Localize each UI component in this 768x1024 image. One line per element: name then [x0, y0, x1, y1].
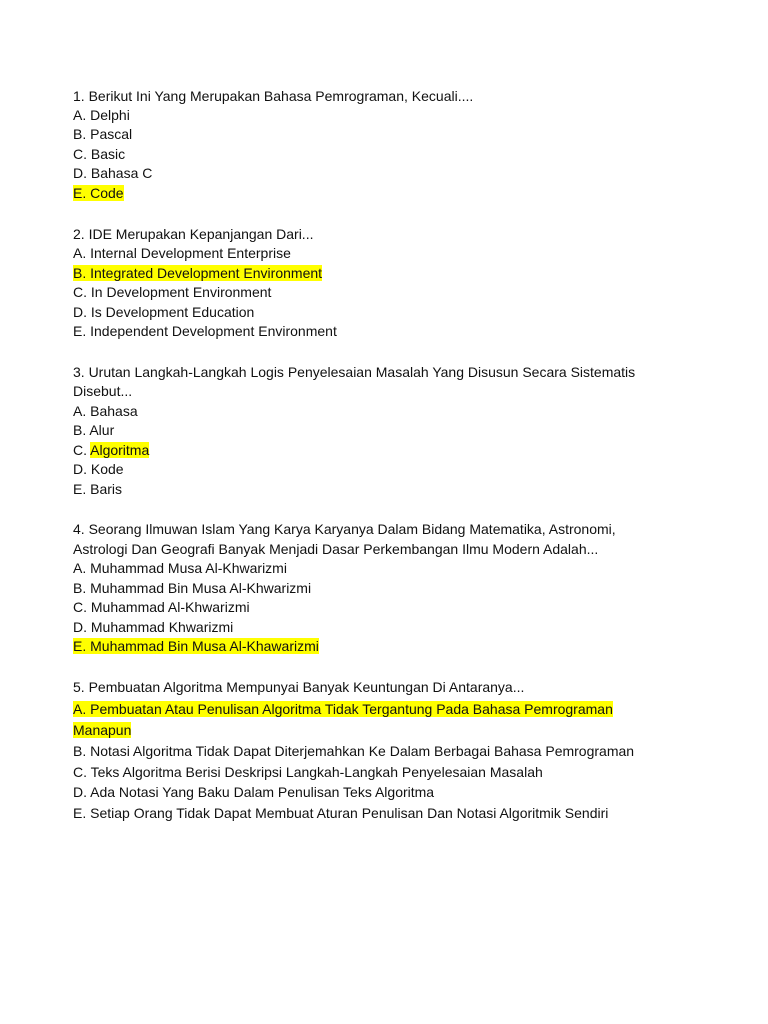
question-1-option-a: A. Delphi	[73, 107, 130, 123]
question-3-option-a: A. Bahasa	[73, 403, 138, 419]
question-4-option-a: A. Muhammad Musa Al-Khwarizmi	[73, 560, 287, 576]
question-2-option-c: C. In Development Environment	[73, 284, 272, 300]
answer-highlight: Algoritma	[90, 442, 150, 458]
question-3-option-c	[73, 441, 149, 460]
question-3-stem-line-2: Disebut...	[73, 383, 133, 399]
question-5-option-a-line-2	[73, 721, 131, 740]
option-prefix: C.	[73, 442, 91, 458]
question-3-stem-line-1: 3. Urutan Langkah-Langkah Logis Penyelesaian Masalah Yang Disusun Secara Sistematis	[73, 364, 636, 380]
question-1-option-b: B. Pascal	[73, 126, 133, 142]
question-1-option-c: C. Basic	[73, 146, 126, 162]
question-3-option-d: D. Kode	[73, 461, 124, 477]
question-4-option-e	[73, 637, 319, 656]
answer-highlight: B. Integrated Development Environment	[73, 265, 323, 281]
question-3-option-e: E. Baris	[73, 481, 123, 497]
question-1-option-d: D. Bahasa C	[73, 165, 153, 181]
question-5-option-d: D. Ada Notasi Yang Baku Dalam Penulisan Teks Algoritma	[73, 784, 435, 800]
answer-highlight: A. Pembuatan Atau Penulisan Algoritma Tidak Tergantung Pada Bahasa Pemrograman	[73, 701, 613, 717]
question-5-stem: 5. Pembuatan Algoritma Mempunyai Banyak Keuntungan Di Antaranya...	[73, 679, 525, 695]
question-5-option-b: B. Notasi Algoritma Tidak Dapat Diterjemahkan Ke Dalam Berbagai Bahasa Pemrograman	[73, 743, 635, 759]
question-2-option-e: E. Independent Development Environment	[73, 323, 337, 339]
question-1-stem: 1. Berikut Ini Yang Merupakan Bahasa Pemrograman, Kecuali....	[73, 88, 474, 104]
question-3-option-b: B. Alur	[73, 422, 115, 438]
question-5-option-e: E. Setiap Orang Tidak Dapat Membuat Aturan Penulisan Dan Notasi Algoritmik Sendiri	[73, 805, 609, 821]
question-2-option-b	[73, 264, 322, 283]
question-4-option-b: B. Muhammad Bin Musa Al-Khwarizmi	[73, 580, 312, 596]
question-2-option-a: A. Internal Development Enterprise	[73, 245, 291, 261]
question-2-stem: 2. IDE Merupakan Kepanjangan Dari...	[73, 226, 314, 242]
question-1-option-e	[73, 184, 124, 203]
answer-highlight: Manapun	[73, 722, 132, 738]
question-5-option-c: C. Teks Algoritma Berisi Deskripsi Langkah-Langkah Penyelesaian Masalah	[73, 764, 543, 780]
question-2-option-d: D. Is Development Education	[73, 304, 255, 320]
question-4-stem-line-1: 4. Seorang Ilmuwan Islam Yang Karya Karyanya Dalam Bidang Matematika, Astronomi,	[73, 521, 616, 537]
answer-highlight: E. Muhammad Bin Musa Al-Khawarizmi	[73, 638, 319, 654]
answer-highlight: E. Code	[73, 185, 124, 201]
question-4-option-c: C. Muhammad Al-Khwarizmi	[73, 599, 250, 615]
question-4-stem-line-2: Astrologi Dan Geografi Banyak Menjadi Dasar Perkembangan Ilmu Modern Adalah...	[73, 541, 599, 557]
question-5-option-a-line-1	[73, 700, 613, 719]
question-4-option-d: D. Muhammad Khwarizmi	[73, 619, 234, 635]
